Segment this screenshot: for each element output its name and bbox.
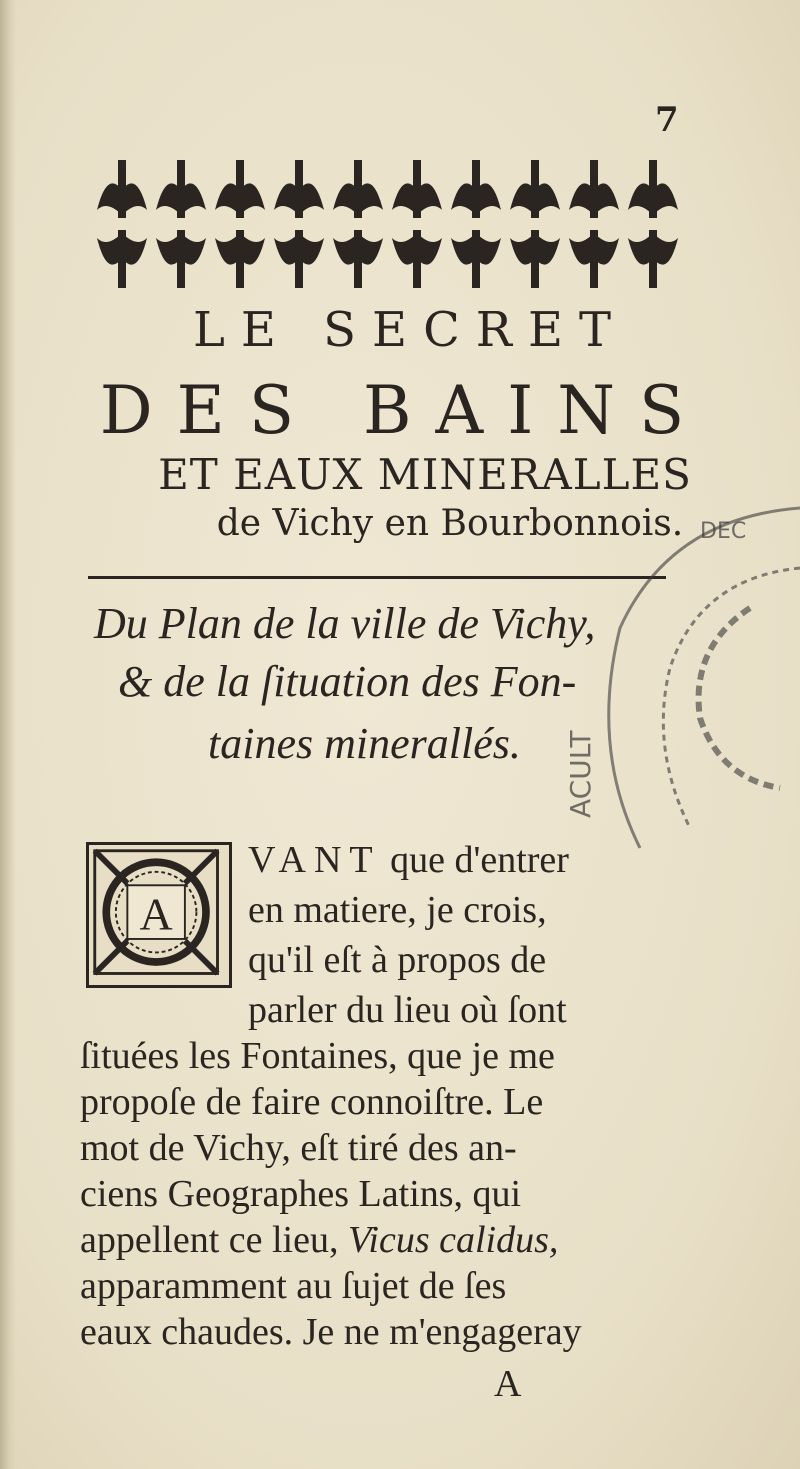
ornament-motif bbox=[451, 230, 501, 288]
title-line-4: de Vichy en Bourbonnois. bbox=[216, 503, 684, 544]
svg-text:ACULT: ACULT bbox=[564, 730, 597, 818]
subheading-line-3: taines minerallés. bbox=[208, 719, 521, 768]
body-line-6: propoſe de faire connoiſtre. Le bbox=[80, 1081, 544, 1123]
page-number: 7 bbox=[655, 100, 679, 140]
ornament-motif bbox=[156, 160, 206, 218]
ornament-motif bbox=[392, 160, 442, 218]
ornament-motif bbox=[274, 230, 324, 288]
ornament-motif bbox=[392, 230, 442, 288]
ornament-motif bbox=[215, 160, 265, 218]
ornament-motif bbox=[274, 160, 324, 218]
body-line-4: parler du lieu où ſont bbox=[248, 989, 567, 1031]
body-line-9 bbox=[80, 1218, 558, 1262]
body-line-2: en matiere, je crois, bbox=[248, 889, 547, 931]
subheading-line-1: Du Plan de la ville de Vichy, bbox=[94, 599, 596, 648]
body-line-7: mot de Vichy, eſt tiré des an- bbox=[80, 1127, 517, 1169]
ornament-motif bbox=[628, 230, 678, 288]
svg-text:DEC: DEC bbox=[700, 519, 747, 544]
ornament-motif bbox=[569, 230, 619, 288]
body-line-3: qu'il eſt à propos de bbox=[248, 939, 547, 981]
decorated-initial bbox=[86, 842, 232, 988]
decorative-ornament-band bbox=[92, 160, 680, 288]
decorated-initial-frame bbox=[89, 845, 229, 985]
library-stamp bbox=[550, 488, 800, 928]
title-line-2: DES BAINS bbox=[99, 372, 709, 449]
body-line-9-start: appellent ce lieu, bbox=[80, 1219, 348, 1261]
initial-letter: A bbox=[139, 888, 173, 940]
page-spine-shadow bbox=[0, 0, 16, 1469]
body-line-11: eaux chaudes. Je ne m'engageray bbox=[80, 1311, 582, 1353]
signature-mark: A bbox=[494, 1363, 522, 1405]
subheading-line-2: & de la ſituation des Fon- bbox=[118, 657, 577, 706]
latin-phrase: Vicus calidus, bbox=[348, 1219, 559, 1261]
body-line-1-rest: que d'entrer bbox=[380, 839, 569, 881]
ornament-motif bbox=[333, 160, 383, 218]
body-line-5: ſituées les Fontaines, que je me bbox=[80, 1035, 555, 1077]
body-line-1 bbox=[248, 838, 569, 882]
ornament-motif bbox=[156, 230, 206, 288]
ornament-motif bbox=[628, 160, 678, 218]
ornament-motif bbox=[97, 160, 147, 218]
ornament-motif bbox=[333, 230, 383, 288]
ornament-motif bbox=[510, 160, 560, 218]
ornament-motif bbox=[451, 160, 501, 218]
title-line-3: ET EAUX MINERALLES bbox=[158, 450, 692, 499]
body-smallcaps-word: VANT bbox=[248, 839, 381, 881]
ornament-motif bbox=[215, 230, 265, 288]
body-line-10: apparamment au ſujet de ſes bbox=[80, 1265, 507, 1307]
ornament-motif bbox=[510, 230, 560, 288]
body-line-8: ciens Geographes Latins, qui bbox=[80, 1173, 522, 1215]
ornament-motif bbox=[97, 230, 147, 288]
ornament-motif bbox=[569, 160, 619, 218]
title-line-1: LE SECRET bbox=[192, 302, 627, 358]
